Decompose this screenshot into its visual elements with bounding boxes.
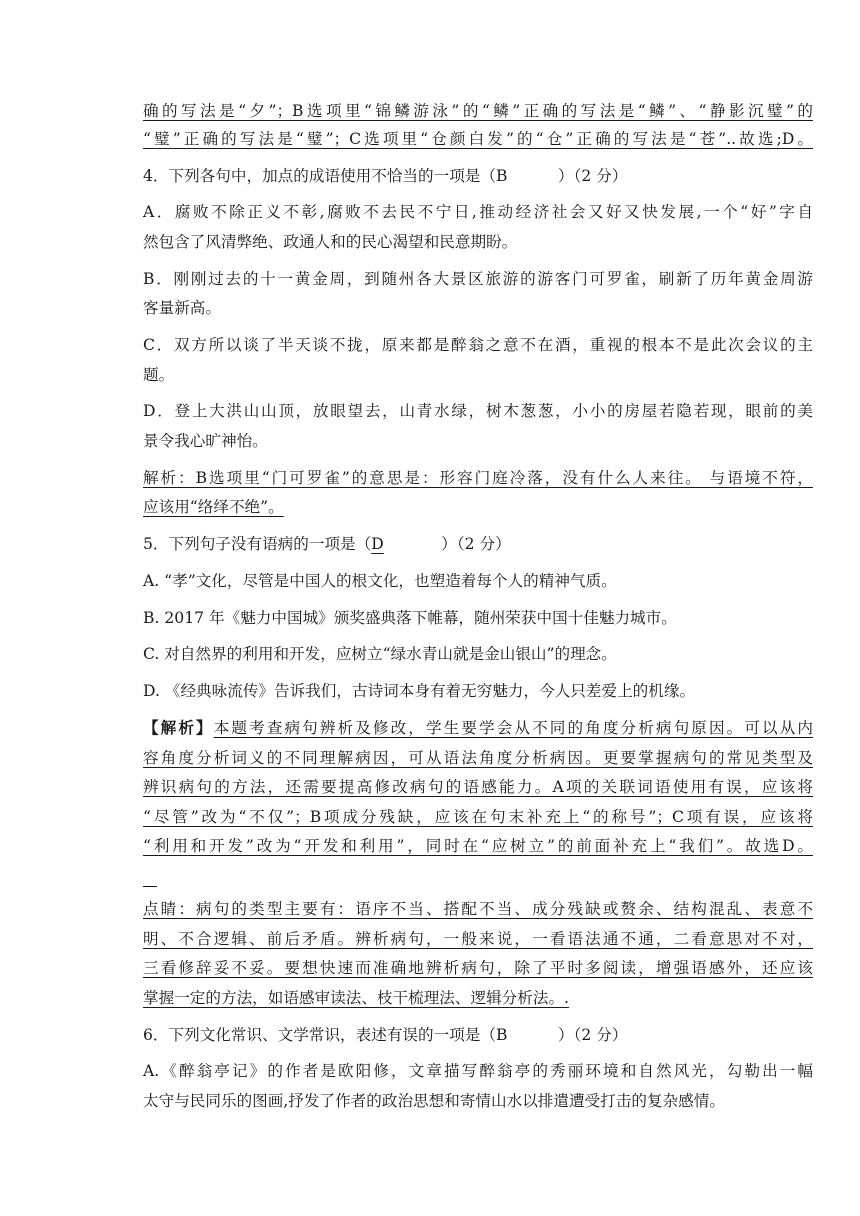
q6-stem-pre: 6．下列文化常识、文学常识，表述有误的一项是（ — [143, 1026, 496, 1044]
q6-option-a-line-2: 太守与民同乐的图画,抒发了作者的政治思想和寄情山水以排遣遭受打击的复杂感情。 — [143, 1092, 725, 1110]
q4-option-b-line-1: B．刚刚过去的十一黄金周，到随州各大景区旅游的游客门可罗雀，刷新了历年黄金周游 — [143, 270, 813, 288]
q4-stem-post: ）（2 分） — [557, 167, 628, 185]
q5-tip-line-4: 掌握一定的方法，如语感审读法、枝干梳理法、逻辑分析法。. — [143, 989, 569, 1007]
q3-analysis-line-1: 确的写法是“夕”；B选项里“锦鳞游泳”的“鳞”正确的写法是“鳞”、“静影沉璧”的 — [143, 102, 813, 120]
q5-stem-pre: 5．下列句子没有语病的一项是（ — [143, 535, 372, 553]
q5-tip-line-3: 三看修辞妥不妥。要想快速而准确地辨析病句，除了平时多阅读，增强语感外，还应该 — [143, 959, 813, 977]
underline-dash — [143, 886, 157, 887]
q4-analysis-line-1: 解析：B选项里“门可罗雀”的意思是：形容门庭冷落，没有什么人来往。 与语境不符， — [143, 469, 813, 487]
q4-stem — [143, 165, 813, 187]
q5-analysis-line-5: “利用和开发”改为“开发和利用”，同时在“应树立”的前面补充上“我们”。故选D。 — [143, 837, 813, 855]
q4-option-c-line-1: C．双方所以谈了半天谈不拢，原来都是醉翁之意不在酒，重视的根本不是此次会议的主 — [143, 336, 813, 354]
q5-analysis-line-2: 容角度分析词义的不同理解病因，可从语法角度分析病因。更要掌握病句的常见类型及 — [143, 749, 813, 767]
q6-stem — [143, 1024, 813, 1046]
q4-option-a-line-2: 然包含了风清弊绝、政通人和的民心渴望和民意期盼。 — [143, 233, 518, 251]
q5-stem-post: ）（2 分） — [441, 535, 511, 553]
q6-answer: B — [495, 1026, 508, 1044]
q5-analysis-label: 【解析】 — [143, 718, 214, 737]
q6-option-a-line-1: A.《醉翁亭记》的作者是欧阳修，文章描写醉翁亭的秀丽环境和自然风光，勾勒出一幅 — [143, 1062, 813, 1080]
q5-tip-line-1: 点睛：病句的类型主要有：语序不当、搭配不当、成分残缺或赘余、结构混乱、表意不 — [143, 900, 813, 918]
q4-analysis-line-2: 应该用“络绎不绝”。 — [143, 498, 284, 516]
q6-stem-post: ）（2 分） — [557, 1026, 628, 1044]
q5-analysis-line-3: 辨识病句的方法，还需要提高修改病句的语感能力。A项的关联词语使用有误，应该将 — [143, 778, 813, 796]
q5-answer: D — [371, 535, 384, 553]
q4-stem-pre: 4．下列各句中，加点的成语使用不恰当的一项是（ — [143, 167, 496, 185]
q5-option-c: C. 对自然界的利用和开发，应树立“绿水青山就是金山银山”的理念。 — [143, 645, 617, 663]
q5-option-b: B. 2017 年《魅力中国城》颁奖盛典落下帷幕，随州荣获中国十佳魅力城市。 — [143, 609, 677, 627]
q4-option-d-line-1: D．登上大洪山山顶，放眼望去，山青水绿，树木葱葱，小小的房屋若隐若现，眼前的美 — [143, 402, 813, 420]
q3-analysis-line-2: “璧”正确的写法是“璧”；C选项里“仓颜白发”的“仓”正确的写法是“苍”..故选;D。 — [143, 130, 813, 148]
q4-option-d-line-2: 景令我心旷神怡。 — [143, 432, 268, 450]
q5-tip-line-2: 明、不合逻辑、前后矛盾。辨析病句，一般来说，一看语法通不通，二看意思对不对， — [143, 930, 813, 948]
q4-option-b-line-2: 客量新高。 — [143, 299, 221, 317]
q5-stem — [143, 533, 813, 555]
q4-option-a-line-1: A．腐败不除正义不彰,腐败不去民不宁日,推动经济社会又好又快发展,一个“好”字自 — [143, 203, 813, 221]
q5-analysis-line-1 — [143, 717, 813, 739]
q5-analysis-text-1: 本题考查病句辨析及修改，学生要学会从不同的角度分析病句原因。可以从内 — [213, 719, 813, 737]
q4-option-c-line-2: 题。 — [143, 366, 175, 384]
q5-option-d: D. 《经典咏流传》告诉我们，古诗词本身有着无穷魅力，今人只差爱上的机缘。 — [143, 682, 696, 700]
q5-analysis-line-4: “尽管”改为“不仅”；B项成分残缺，应该在句末补充上“的称号”；C项有误，应该将 — [143, 808, 813, 826]
q4-answer: B — [495, 167, 508, 185]
q5-option-a: A. “孝”文化，尽管是中国人的根文化，也塑造着每个人的精神气质。 — [143, 572, 617, 590]
